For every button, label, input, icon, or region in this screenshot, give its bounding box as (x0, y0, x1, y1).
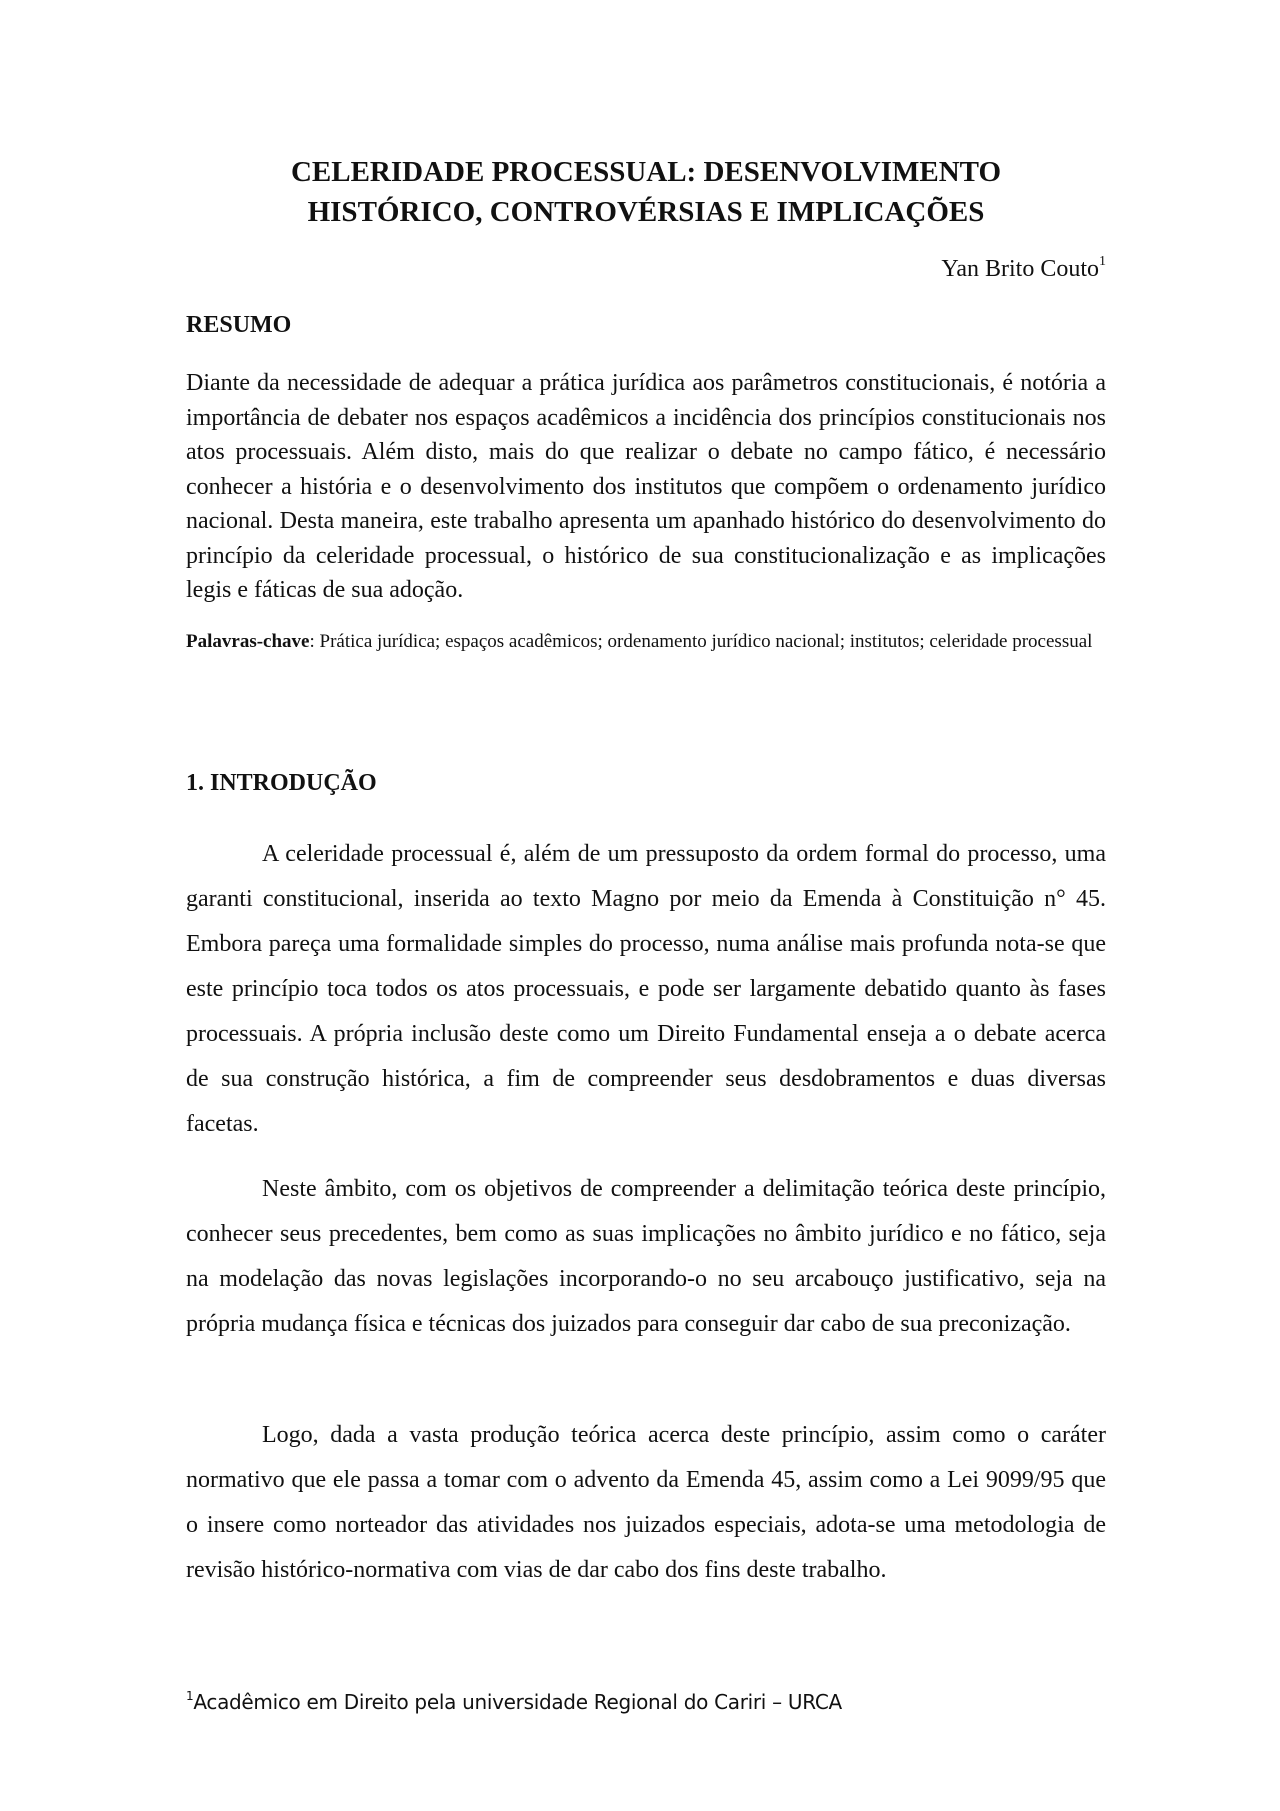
keywords (186, 628, 1106, 656)
author-line (941, 256, 1106, 283)
body-paragraph: Neste âmbito, com os objetivos de compreender a delimitação teórica deste princípio, conhecer seus precedentes, bem como as suas implicações no âmbito jurídico e no fático, seja na modelação das novas legislações incorporando-o no seu arcabouço justificativo, seja na própria mudança física e técnicas dos juizados para conseguir dar cabo de sua preconização. (186, 1176, 1106, 1337)
footnote-text: Acadêmico em Direito pela universidade Regional do Cariri – URCA (193, 1690, 842, 1714)
section-heading-introduction: 1. INTRODUÇÃO (186, 770, 377, 796)
keywords-list: : Prática jurídica; espaços acadêmicos; ordenamento jurídico nacional; institutos; celeridade processual (309, 631, 1093, 652)
abstract-heading: RESUMO (186, 312, 292, 338)
keywords-label: Palavras-chave (186, 631, 310, 652)
author-footnote-mark: 1 (1099, 254, 1106, 269)
title-line-2: HISTÓRICO, CONTROVÉRSIAS E IMPLICAÇÕES (307, 196, 985, 228)
body-paragraph: Logo, dada a vasta produção teórica acerca deste princípio, assim como o caráter normativo que ele passa a tomar com o advento da Emenda 45, assim como a Lei 9099/95 que o insere como norteador das atividades nos juizados especiais, adota-se uma metodologia de revisão histórico-normativa com vias de dar cabo dos fins deste trabalho. (186, 1422, 1106, 1583)
footnote (186, 1690, 842, 1714)
footnote-mark: 1 (186, 1689, 194, 1703)
body-paragraph: A celeridade processual é, além de um pressuposto da ordem formal do processo, uma garanti constitucional, inserida ao texto Magno por meio da Emenda à Constituição n° 45. Embora pareça uma formalidade simples do processo, numa análise mais profunda nota-se que este princípio toca todos os atos processuais, e pode ser largamente debatido quanto às fases processuais. A própria inclusão deste como um Direito Fundamental enseja a o debate acerca de sua construção histórica, a fim de compreender seus desdobramentos e duas diversas facetas. (186, 841, 1106, 1137)
author-name: Yan Brito Couto (941, 256, 1099, 282)
title-line-1: CELERIDADE PROCESSUAL: DESENVOLVIMENTO (290, 156, 1002, 188)
paper-title (186, 152, 1106, 232)
abstract-text: Diante da necessidade de adequar a prática jurídica aos parâmetros constitucionais, é notória a importância de debater nos espaços acadêmicos a incidência dos princípios constitucionais nos atos processuais. Além disto, mais do que realizar o debate no campo fático, é necessário conhecer a história e o desenvolvimento dos institutos que compõem o ordenamento jurídico nacional. Desta maneira, este trabalho apresenta um apanhado histórico do desenvolvimento do princípio da celeridade processual, o histórico de sua constitucionalização e as implicações legis e fáticas de sua adoção. (186, 370, 1106, 603)
